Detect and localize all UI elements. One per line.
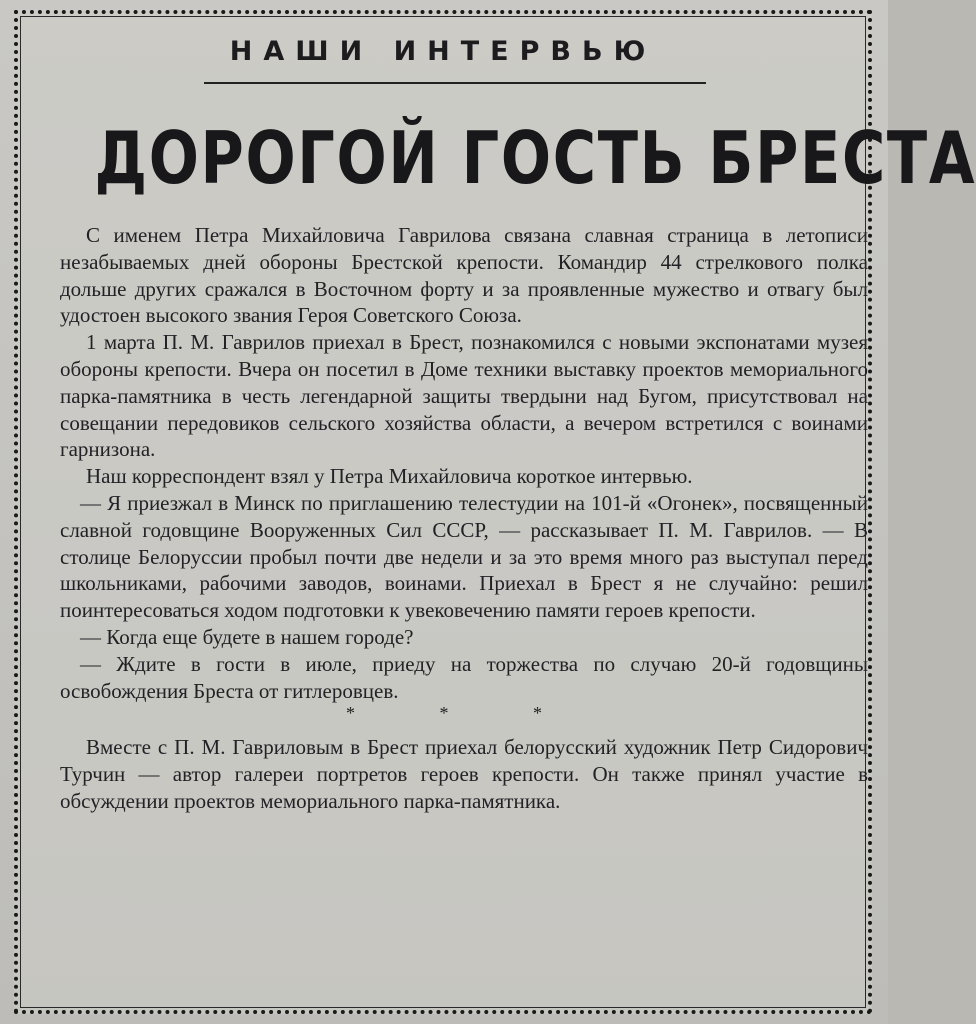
paragraph-visit: 1 марта П. М. Гаврилов приехал в Брест, познакомился с новыми экспонатами музея обороны крепости. Вчера он посетил в Доме техники выставку проектов мемориального парка-памятника в честь легендарной защиты твердыни над Бугом, присутствовал на совещании передовиков сельского хозяйства области, а вечером встретился с воинами гарнизона. [60,330,868,462]
paragraph-intro: С именем Петра Михайловича Гаврилова связана славная страница в летописи незабываемых дней обороны Брестской крепости. Командир 44 стрелкового полка дольше других сражался в Восточном форту и за проявленные мужество и отвагу был удостоен высокого звания Героя Советского Союза. [60,223,868,328]
kicker-underline [204,82,706,84]
paragraph-postscript: Вместе с П. М. Гавриловым в Брест приехал белорусский художник Петр Сидорович Турчин — автор галереи портретов героев крепости. Он также принял участие в обсуждении проектов мемориального парка-памятника. [60,735,868,813]
article-body [60,222,868,815]
paragraph-answer: — Я приезжал в Минск по приглашению телестудии на 101-й «Огонек», посвященный славной годовщине Вооруженных Сил СССР, — рассказывает П. М. Гаврилов. — В столице Белоруссии пробыл почти две недели и за это время много раз выступал перед школьниками, рабочими заводов, воинами. Приехал в Брест я не случайно: решил поинтересоваться ходом подготовки к увековечению памяти героев крепости. [60,490,868,623]
article-frame [14,10,976,1014]
section-separator: * * * [346,703,582,724]
paragraph-reply: — Ждите в гости в июле, приеду на торжества по случаю 20-й годовщины освобождения Бреста от гитлеровцев. [60,651,868,703]
paragraph-interview-lead: Наш корреспондент взял у Петра Михайловича короткое интервью. [86,464,693,489]
paragraph-question: — Когда еще будете в нашем городе? [80,624,414,649]
article-title: ДОРОГОЙ ГОСТЬ БРЕСТА [94,116,976,200]
section-kicker: НАШИ ИНТЕРВЬЮ [229,36,657,67]
